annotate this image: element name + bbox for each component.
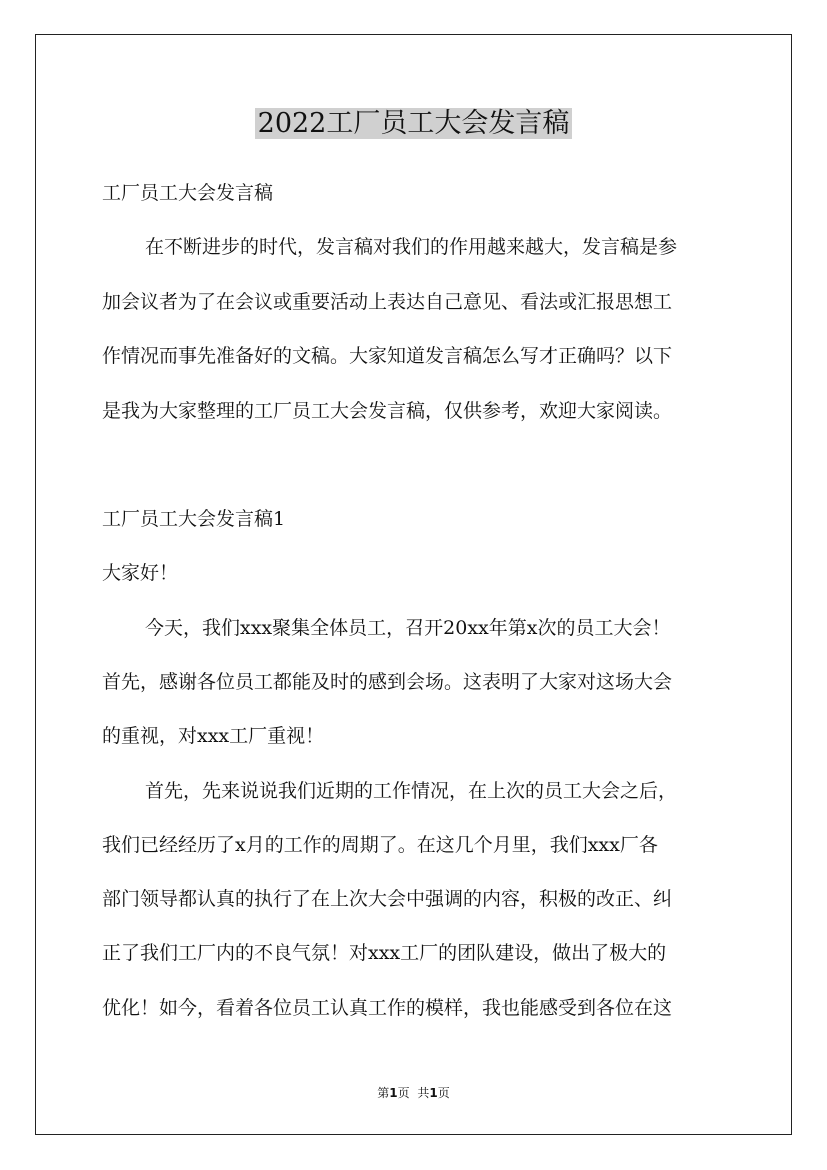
page-footer — [0, 1085, 827, 1101]
paragraph-line: 的重视，对xxx工厂重视！ — [102, 725, 325, 747]
section-heading: 工厂员工大会发言稿1 — [102, 508, 286, 530]
page-total: 1 — [429, 1086, 438, 1100]
total-prefix: 共 — [417, 1086, 430, 1100]
paragraph-line: 作情况而事先准备好的文稿。大家知道发言稿怎么写才正确吗？以下 — [102, 345, 673, 367]
page-suffix: 页 — [397, 1086, 410, 1100]
paragraph-line: 我们已经经历了x月的工作的周期了。在这几个月里，我们xxx厂各 — [102, 834, 658, 856]
paragraph-line: 今天，我们xxx聚集全体员工，召开20xx年第x次的员工大会！ — [145, 617, 671, 639]
document-title-text: 2022工厂员工大会发言稿 — [255, 108, 573, 139]
paragraph-line: 优化！如今，看着各位员工认真工作的模样，我也能感受到各位在这 — [102, 997, 673, 1019]
greeting-line: 大家好！ — [102, 562, 179, 584]
paragraph-line: 首先，先来说说我们近期的工作情况，在上次的员工大会之后， — [145, 780, 678, 802]
paragraph-line: 在不断进步的时代，发言稿对我们的作用越来越大，发言稿是参 — [145, 236, 678, 258]
document-title — [0, 104, 827, 144]
paragraph-line: 正了我们工厂内的不良气氛！对xxx工厂的团队建设，做出了极大的 — [102, 942, 667, 964]
page-current: 1 — [389, 1086, 398, 1100]
total-suffix: 页 — [437, 1086, 450, 1100]
paragraph-line: 加会议者为了在会议或重要活动上表达自己意见、看法或汇报思想工 — [102, 291, 673, 313]
paragraph-line: 是我为大家整理的工厂员工大会发言稿，仅供参考，欢迎大家阅读。 — [102, 400, 673, 422]
section-heading: 工厂员工大会发言稿 — [102, 182, 274, 204]
paragraph-line: 首先，感谢各位员工都能及时的感到会场。这表明了大家对这场大会 — [102, 671, 673, 693]
paragraph-line: 部门领导都认真的执行了在上次大会中强调的内容，积极的改正、纠 — [102, 888, 673, 910]
page-prefix: 第 — [377, 1086, 390, 1100]
